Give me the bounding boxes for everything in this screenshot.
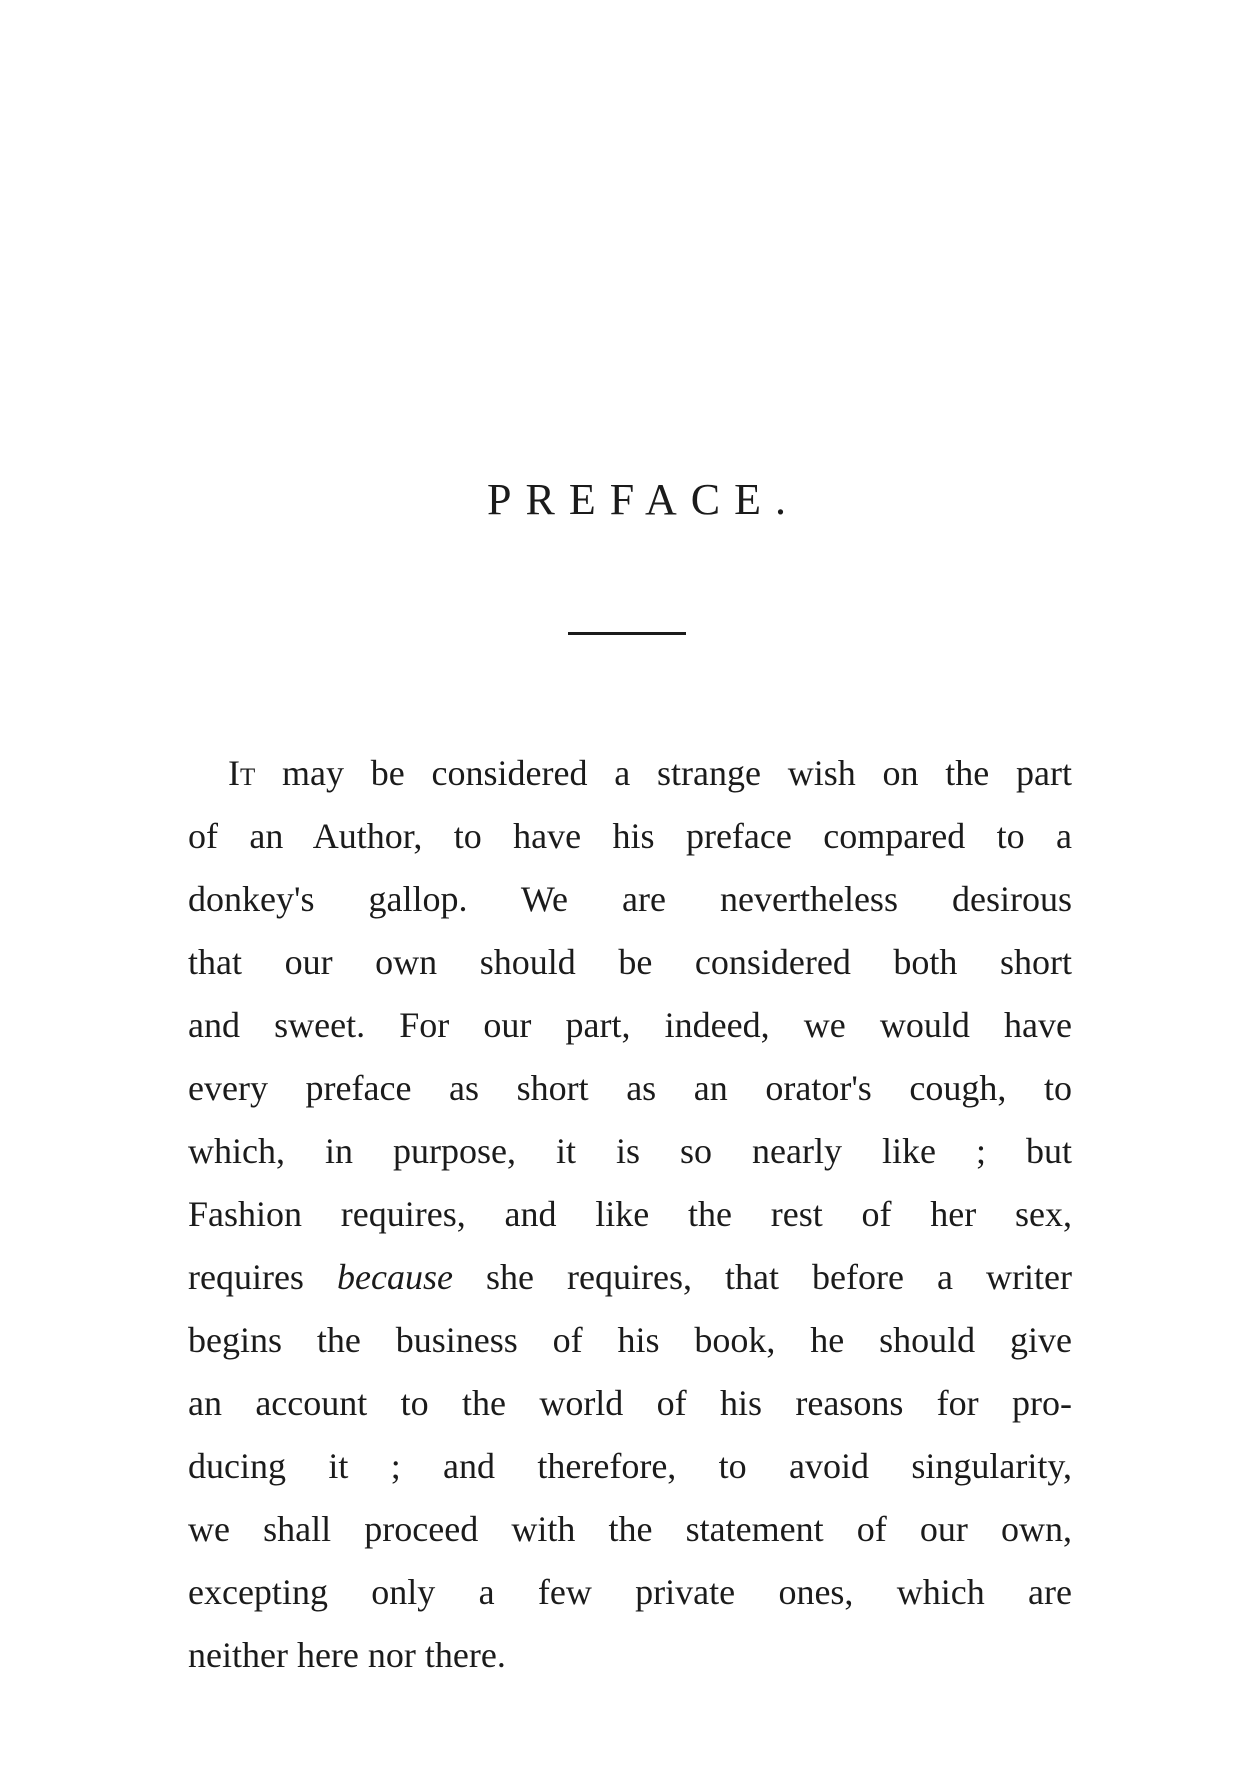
text-line: we shall proceed with the statement of our own, xyxy=(188,1509,1072,1549)
preface-paragraph xyxy=(188,742,1072,1687)
text-line: begins the business of his book, he should give xyxy=(188,1320,1072,1360)
text-line xyxy=(188,1246,1072,1309)
text-line: an account to the world of his reasons for pro- xyxy=(188,1383,1072,1423)
text-line: neither here nor there. xyxy=(188,1635,506,1675)
text-line: that our own should be considered both short xyxy=(188,942,1072,982)
line-text: may be considered a strange wish on the part xyxy=(255,753,1072,793)
text-line: which, in purpose, it is so nearly like ; but xyxy=(188,1131,1072,1171)
text-line: ducing it ; and therefore, to avoid singularity, xyxy=(188,1446,1072,1486)
line-text: requires xyxy=(188,1257,337,1297)
text-line: Fashion requires, and like the rest of her sex, xyxy=(188,1194,1072,1234)
line-text: she requires, that before a writer xyxy=(452,1257,1072,1297)
text-line: and sweet. For our part, indeed, we would have xyxy=(188,1005,1072,1045)
page-title: PREFACE. xyxy=(487,475,800,524)
text-line: every preface as short as an orator's cough, to xyxy=(188,1068,1072,1108)
text-line: excepting only a few private ones, which are xyxy=(188,1572,1072,1612)
title-rule xyxy=(568,632,686,635)
drop-initial: I xyxy=(228,753,240,793)
small-caps-text: t xyxy=(240,753,256,793)
italic-text: because xyxy=(337,1257,453,1297)
text-line xyxy=(188,742,1072,805)
text-line: of an Author, to have his preface compared to a xyxy=(188,816,1072,856)
text-line: donkey's gallop. We are nevertheless desirous xyxy=(188,879,1072,919)
